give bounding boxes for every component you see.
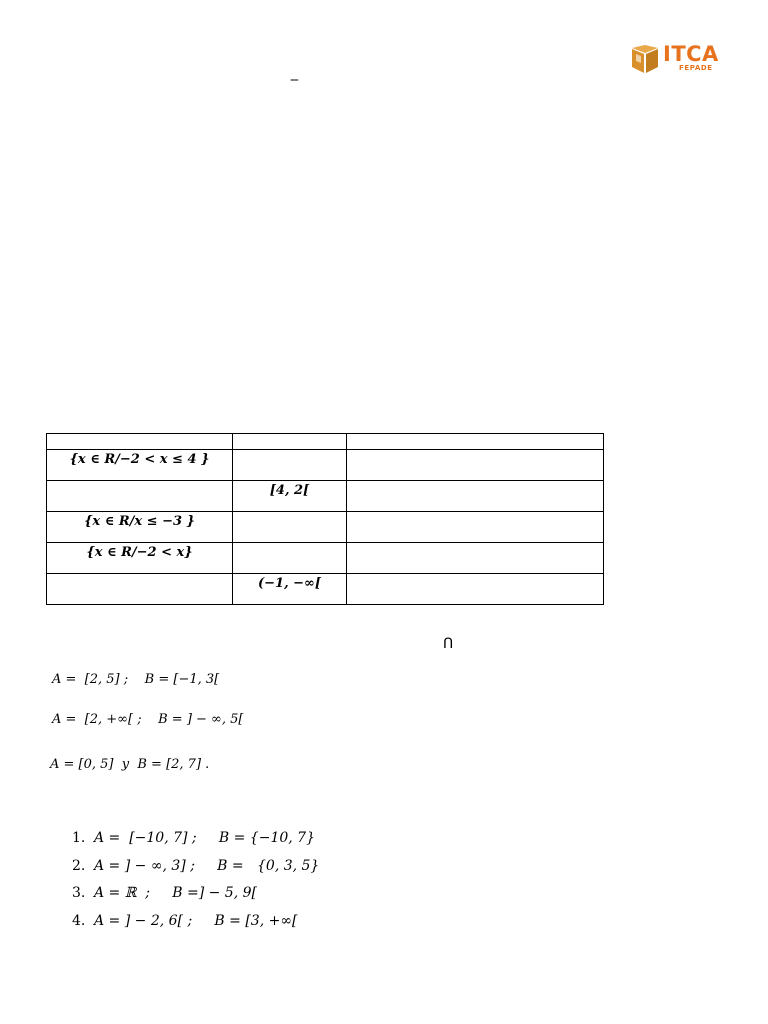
- logo-brand-text: ITCA: [663, 42, 719, 66]
- table-cell: [347, 512, 604, 543]
- interval-cell: (−1, −∞[: [257, 576, 321, 591]
- table-cell: [233, 481, 347, 512]
- list-number: 4.: [72, 912, 86, 929]
- table-cell: [233, 512, 347, 543]
- interval-table: [46, 433, 604, 605]
- list-number: 2.: [72, 857, 86, 874]
- set-notation-cell: {x ∈ R/x ≤ −3 }: [84, 514, 195, 529]
- table-cell: [47, 543, 233, 574]
- table-row: [47, 574, 604, 605]
- graph-cell: [347, 512, 603, 514]
- list-text: A = ] − 2, 6[ ; B = [3, +∞[: [94, 912, 298, 929]
- table-cell: [47, 481, 233, 512]
- list-item: [72, 830, 319, 858]
- list-number: 1.: [72, 830, 86, 846]
- list-item: [72, 885, 319, 913]
- intersection-symbol: Ո: [443, 636, 454, 652]
- set-notation-cell: {x ∈ R/−2 < x ≤ 4 }: [69, 452, 210, 467]
- set-notation-cell: {x ∈ R/−2 < x}: [86, 545, 193, 560]
- graph-cell: [347, 481, 603, 483]
- table-cell: [233, 450, 347, 481]
- table-cell: [347, 543, 604, 574]
- table-header-cell: [233, 434, 347, 450]
- table-cell: [233, 574, 347, 605]
- list-text: A = [−10, 7] ; B = {−10, 7}: [94, 830, 315, 846]
- graph-cell: [347, 450, 603, 452]
- set-notation-cell: [47, 574, 232, 576]
- stray-dash: ‒: [290, 72, 299, 88]
- table-row: [47, 450, 604, 481]
- interval-cell: [4, 2[: [269, 483, 310, 498]
- table-row: [47, 481, 604, 512]
- graph-cell: [347, 543, 603, 545]
- table-header-cell: [47, 434, 233, 450]
- logo-sub-text: FEPADE: [679, 64, 713, 72]
- table-cell: [347, 481, 604, 512]
- exercise-list: [72, 830, 319, 940]
- list-text: A = ℝ ; B =] − 5, 9[: [94, 885, 257, 901]
- graph-cell: [347, 574, 603, 576]
- example-line-3: A = [0, 5] y B = [2, 7] .: [50, 757, 210, 772]
- example-line-1: A = [2, 5] ; B = [−1, 3[: [52, 672, 220, 687]
- interval-cell: [233, 543, 346, 545]
- table-row: [47, 543, 604, 574]
- interval-cell: [233, 512, 346, 514]
- example-line-2: A = [2, +∞[ ; B = ] − ∞, 5[: [52, 712, 244, 727]
- table-cell: [347, 574, 604, 605]
- table-cell: [47, 574, 233, 605]
- list-number: 3.: [72, 885, 86, 901]
- table-cell: [347, 450, 604, 481]
- table-row: [47, 512, 604, 543]
- table-header-row: [47, 434, 604, 450]
- table-cell: [233, 543, 347, 574]
- list-item: [72, 858, 319, 886]
- table-header-cell: [347, 434, 604, 450]
- itca-logo: [630, 42, 730, 76]
- set-notation-cell: [47, 481, 232, 483]
- interval-cell: [233, 450, 346, 452]
- list-text: A = ] − ∞, 3] ; B = {0, 3, 5}: [94, 857, 320, 874]
- table-cell: [47, 450, 233, 481]
- book-logo-icon: [632, 45, 658, 73]
- list-item: [72, 913, 319, 941]
- table-cell: [47, 512, 233, 543]
